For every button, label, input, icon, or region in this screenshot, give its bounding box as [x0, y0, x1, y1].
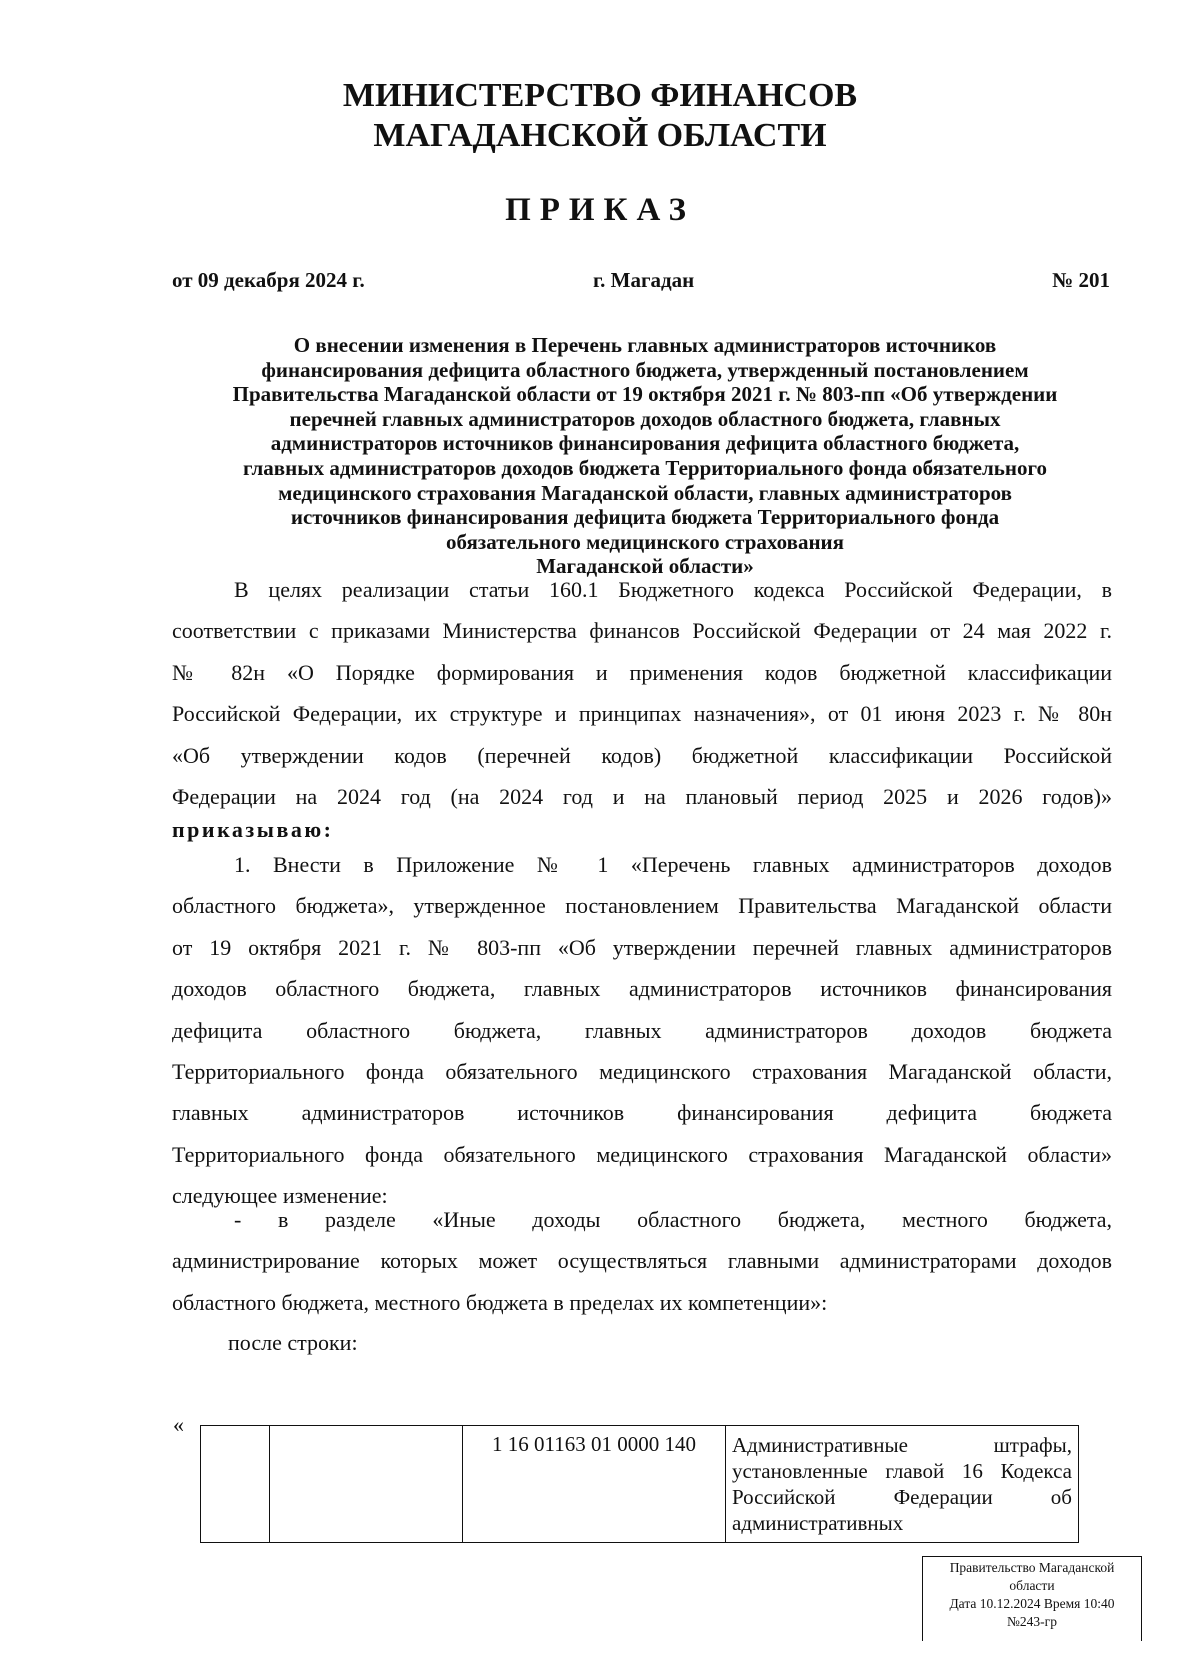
stamp-line: №243-гр	[1007, 1614, 1057, 1629]
registration-stamp	[922, 1556, 1142, 1641]
subject-line: источников финансирования дефицита бюджета Территориального фонда	[290, 505, 1000, 530]
subject-line: перечней главных администраторов доходов областного бюджета, главных	[289, 406, 1001, 431]
subject-line: финансирования дефицита областного бюджета, утвержденный постановлением	[261, 357, 1029, 382]
order-subject	[165, 333, 1125, 579]
item-1-line: главных администраторов источников финансирования дефицита бюджета	[172, 1100, 1112, 1126]
description-line: Российской Федерации об	[732, 1485, 1072, 1509]
section-line: - в разделе «Иные доходы областного бюджета, местного бюджета,	[234, 1207, 1112, 1232]
item-1-paragraph	[172, 844, 1112, 1217]
item-1-line: от 19 октября 2021 г. № 803-пп «Об утверждении перечней главных администраторов	[172, 934, 1112, 960]
description-line: установленные главой 16 Кодекса	[732, 1459, 1072, 1483]
description-line: административных	[732, 1511, 904, 1535]
order-number: № 201	[1052, 268, 1110, 292]
preamble-line: соответствии с приказами Министерства финансов Российской Федерации от 24 мая 2022 г.	[172, 618, 1112, 644]
item-1-line: Территориального фонда обязательного медицинского страхования Магаданской области»	[172, 1141, 1112, 1167]
stamp-line: Дата 10.12.2024 Время 10:40	[949, 1596, 1115, 1611]
table-cell-2	[270, 1426, 463, 1543]
preamble-paragraph	[172, 569, 1112, 851]
table-row	[201, 1426, 1079, 1543]
order-date: от 09 декабря 2024 г.	[172, 268, 365, 292]
item-1-line: Территориального фонда обязательного медицинского страхования Магаданской области,	[172, 1059, 1112, 1085]
subject-line: обязательного медицинского страхования	[445, 529, 845, 554]
item-1-line: областного бюджета», утвержденное постановлением Правительства Магаданской области	[172, 893, 1112, 919]
item-1-line: следующее изменение:	[172, 1183, 388, 1209]
budget-code-cell: 1 16 01163 01 0000 140	[463, 1426, 726, 1543]
preamble-line: № 82н «О Порядке формирования и применения кодов бюджетной классификации	[172, 659, 1112, 685]
description-cell	[726, 1426, 1079, 1543]
table-cell-1	[201, 1426, 270, 1543]
description-line: Административные штрафы,	[732, 1433, 1072, 1457]
stamp-line: Правительство Магаданской	[949, 1560, 1115, 1575]
item-1-line: 1. Внести в Приложение № 1 «Перечень главных администраторов доходов	[234, 852, 1112, 877]
subject-line: Правительства Магаданской области от 19 октября 2021 г. № 803-пп «Об утверждении	[232, 382, 1058, 407]
subject-line: главных администраторов доходов бюджета Территориального фонда обязательного	[243, 455, 1047, 480]
amendment-table	[200, 1425, 1079, 1543]
decree-word: приказываю:	[172, 817, 334, 843]
preamble-line: Федерации на 2024 год (на 2024 год и на плановый период 2025 и 2026 годов)»	[172, 784, 1112, 810]
preamble-line: Российской Федерации, их структуре и принципах назначения», от 01 июня 2023 г. № 80н	[172, 701, 1112, 727]
section-paragraph	[172, 1199, 1112, 1323]
section-line: областного бюджета, местного бюджета в пределах их компетенции»:	[172, 1289, 828, 1315]
after-row-paragraph	[172, 1322, 1112, 1363]
subject-line: медицинского страхования Магаданской области, главных администраторов	[278, 480, 1012, 505]
preamble-line: «Об утверждении кодов (перечней кодов) бюджетной классификации Российской	[172, 742, 1112, 768]
section-line: администрирование которых может осуществляться главными администраторами доходов	[172, 1248, 1112, 1274]
subject-line: Магаданской области»	[536, 554, 754, 579]
subject-line: администраторов источников финансирования дефицита областного бюджета,	[270, 431, 1020, 456]
item-1-line: дефицита областного бюджета, главных администраторов доходов бюджета	[172, 1017, 1112, 1043]
open-quote: «	[173, 1412, 184, 1437]
preamble-line: В целях реализации статьи 160.1 Бюджетного кодекса Российской Федерации, в	[234, 577, 1112, 602]
order-city: г. Магадан	[593, 268, 695, 292]
ministry-header	[0, 76, 1200, 156]
document-type-title: ПРИКАЗ	[505, 192, 695, 228]
after-row-label: после строки:	[228, 1330, 358, 1355]
item-1-line: доходов областного бюджета, главных администраторов источников финансирования	[172, 976, 1112, 1002]
ministry-line-2: МАГАДАНСКОЙ ОБЛАСТИ	[373, 117, 827, 154]
subject-line: О внесении изменения в Перечень главных администраторов источников	[293, 333, 997, 357]
ministry-line-1: МИНИСТЕРСТВО ФИНАНСОВ	[342, 77, 858, 114]
stamp-line: области	[1009, 1578, 1055, 1593]
